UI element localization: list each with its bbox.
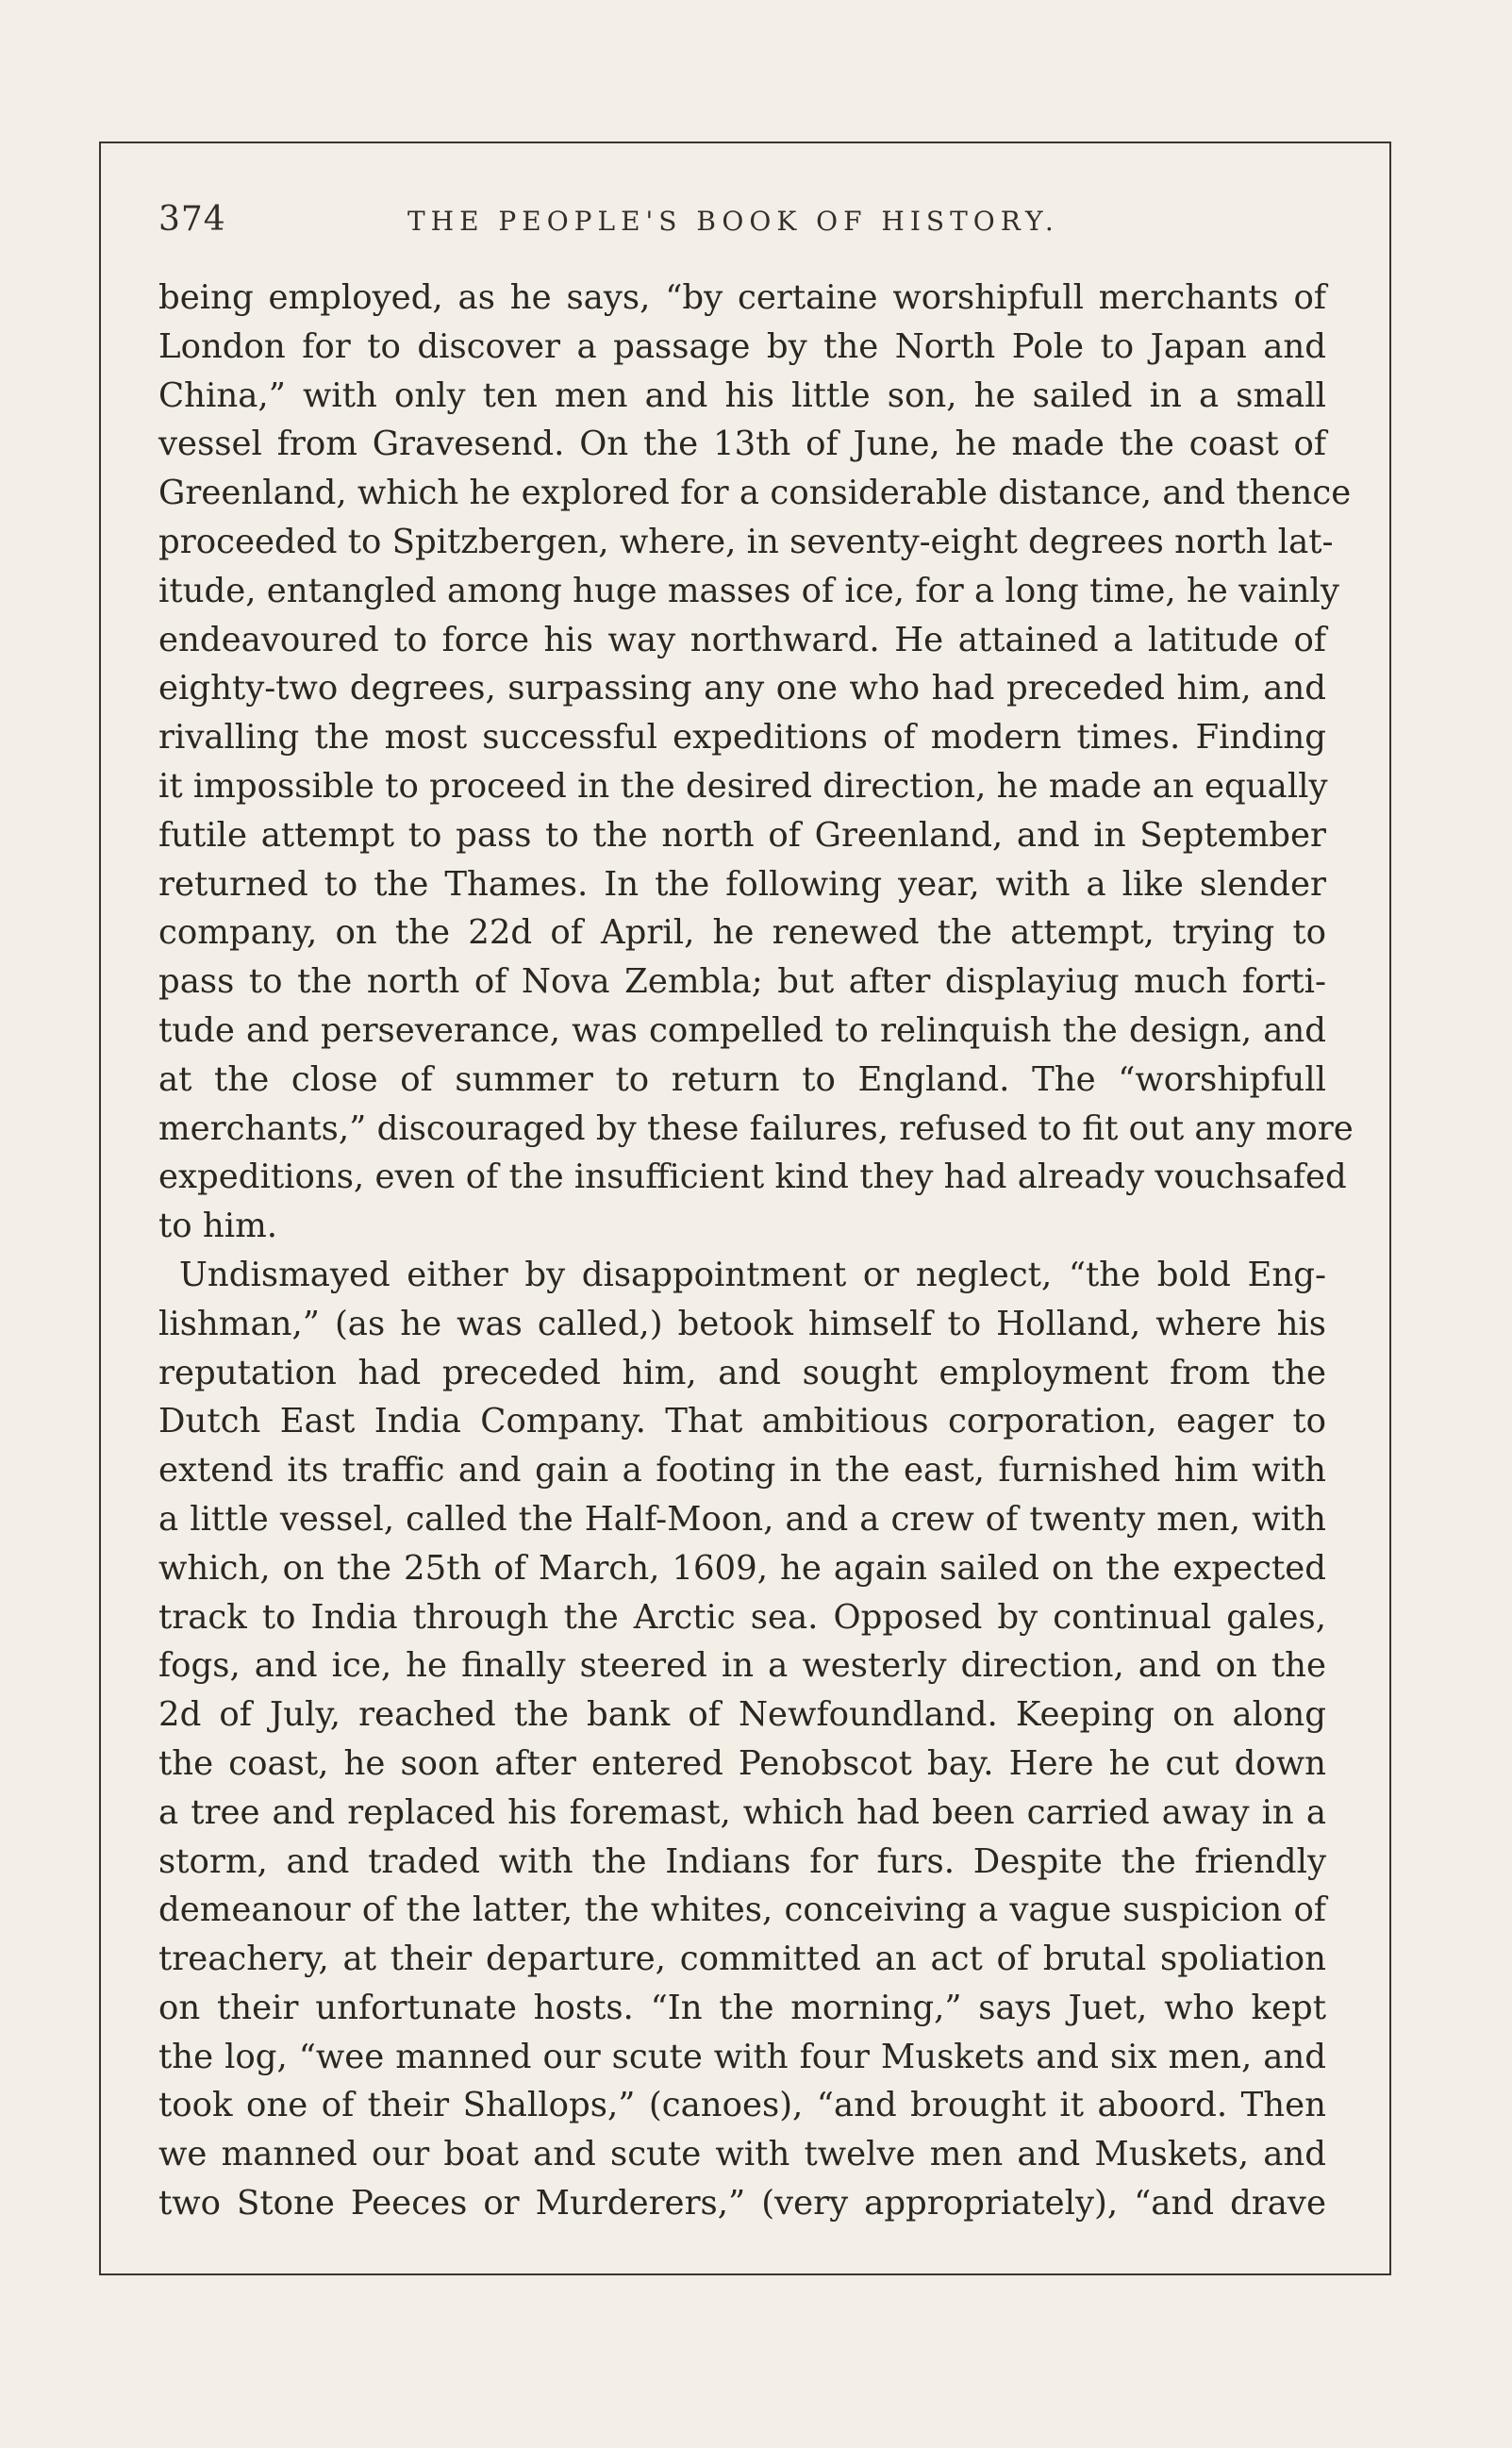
text-line: expeditions, even of the insufficient kind they had already vouchsafed	[158, 1157, 1347, 1197]
text-line: proceeded to Spitzbergen, where, in seventy-eight degrees north lat-	[158, 522, 1334, 561]
running-head	[158, 200, 1326, 247]
text-line: rivalling the most successful expeditions of modern times. Finding	[158, 718, 1326, 758]
text-line: storm, and traded with the Indians for furs. Despite the friendly	[158, 1841, 1326, 1881]
text-line: which, on the 25th of March, 1609, he again sailed on the expected	[158, 1548, 1326, 1588]
text-line: returned to the Thames. In the following year, with a like slender	[158, 864, 1326, 904]
text-line: endeavoured to force his way northward. He attained a latitude of	[158, 620, 1326, 659]
text-line: we manned our boat and scute with twelve men and Muskets, and	[158, 2135, 1326, 2174]
text-line: being employed, as he says, “by certaine worshipfull merchants of	[158, 278, 1326, 317]
paragraph-end-line: to him.	[158, 1207, 278, 1246]
text-line: reputation had preceded him, and sought employment from the	[158, 1353, 1326, 1392]
text-line: 2d of July, reached the bank of Newfoundland. Keeping on along	[158, 1695, 1326, 1735]
text-line: lishman,” (as he was called,) betook himself to Holland, where his	[158, 1304, 1326, 1343]
text-line: itude, entangled among huge masses of ice, for a long time, he vainly	[158, 571, 1339, 610]
text-line: tude and perseverance, was compelled to relinquish the design, and	[158, 1010, 1326, 1050]
text-line: London for to discover a passage by the North Pole to Japan and	[158, 326, 1326, 366]
text-line: a little vessel, called the Half-Moon, and a crew of twenty men, with	[158, 1499, 1326, 1539]
text-line: futile attempt to pass to the north of Greenland, and in September	[158, 815, 1326, 855]
text-line: track to India through the Arctic sea. Opposed by continual gales,	[158, 1597, 1326, 1637]
text-line: on their unfortunate hosts. “In the morning,” says Juet, who kept	[158, 1988, 1326, 2027]
text-line: Dutch East India Company. That ambitious corporation, eager to	[158, 1402, 1326, 1441]
text-line: at the close of summer to return to England. The “worshipfull	[158, 1059, 1326, 1099]
text-line: company, on the 22d of April, he renewed the attempt, trying to	[158, 913, 1326, 953]
text-line: took one of their Shallops,” (canoes), “and brought it aboord. Then	[158, 2086, 1326, 2125]
text-line: vessel from Gravesend. On the 13th of June, he made the coast of	[158, 425, 1326, 464]
text-line: two Stone Peeces or Murderers,” (very appropriately), “and drave	[158, 2184, 1326, 2223]
body-text	[158, 274, 1354, 2228]
text-line: demeanour of the latter, the whites, conceiving a vague suspicion of	[158, 1890, 1326, 1930]
paragraph-start-line: Undismayed either by disappointment or neglect, “the bold Eng-	[179, 1255, 1326, 1294]
text-line: extend its traffic and gain a footing in the east, furnished him with	[158, 1451, 1326, 1490]
text-line: the log, “wee manned our scute with four Muskets and six men, and	[158, 2037, 1326, 2076]
text-line: the coast, he soon after entered Penobscot bay. Here he cut down	[158, 1743, 1326, 1783]
text-line: China,” with only ten men and his little son, he sailed in a small	[158, 375, 1326, 415]
running-title: THE PEOPLE'S BOOK OF HISTORY.	[407, 206, 1059, 237]
text-line: Greenland, which he explored for a considerable distance, and thence	[158, 474, 1352, 513]
text-line: a tree and replaced his foremast, which had been carried away in a	[158, 1792, 1326, 1832]
text-line: pass to the north of Nova Zembla; but after displayiug much forti-	[158, 962, 1326, 1002]
text-line: fogs, and ice, he finally steered in a westerly direction, and on the	[158, 1646, 1326, 1686]
text-line: eighty-two degrees, surpassing any one who had preceded him, and	[158, 669, 1326, 708]
text-line: treachery, at their departure, committed an act of brutal spoliation	[158, 1940, 1326, 1979]
text-line: it impossible to proceed in the desired direction, he made an equally	[158, 766, 1328, 806]
page-number: 374	[158, 200, 226, 239]
text-line: merchants,” discouraged by these failures, refused to fit out any more	[158, 1108, 1354, 1148]
